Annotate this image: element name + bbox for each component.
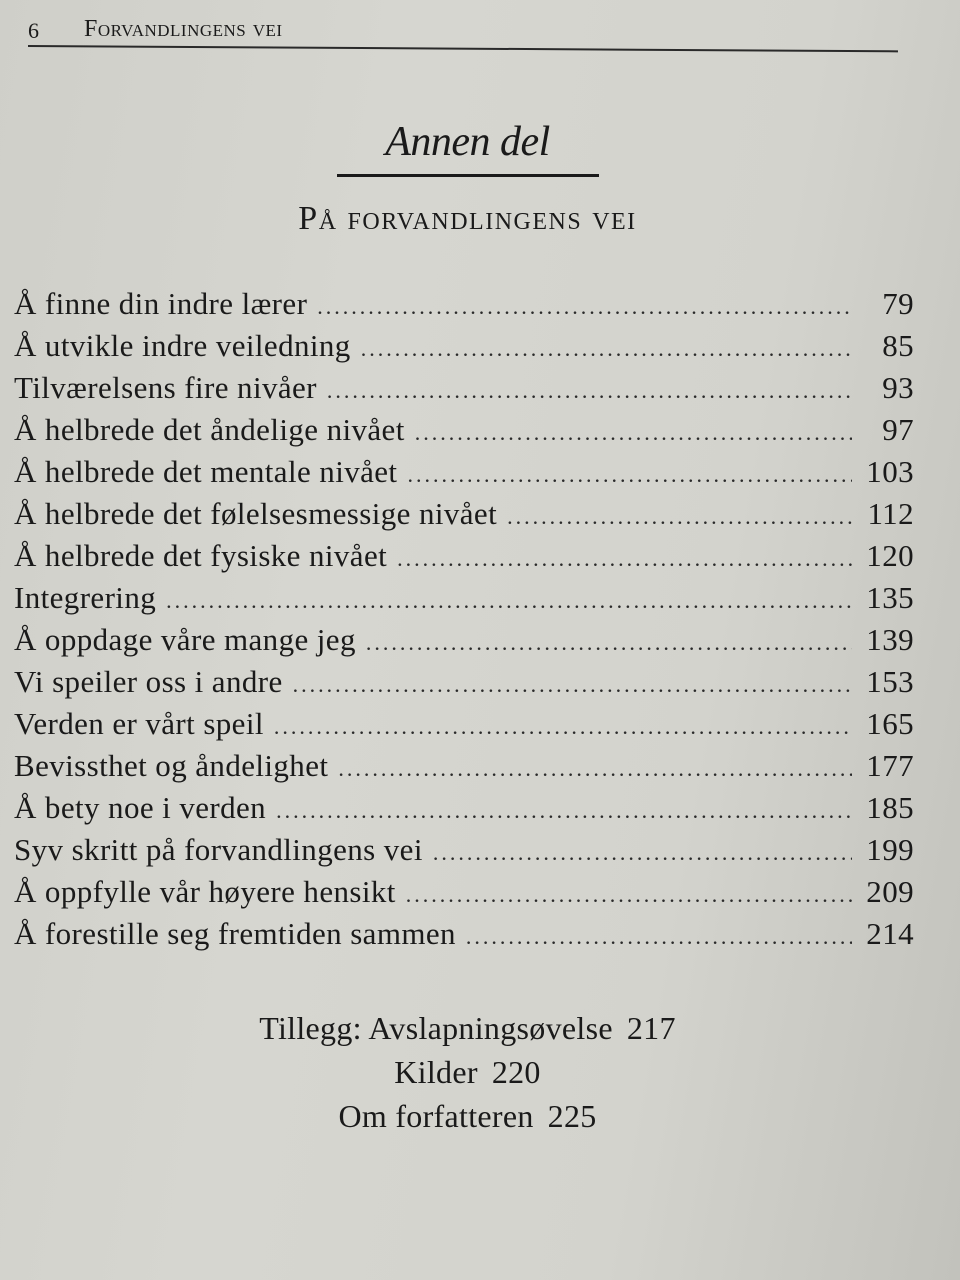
page-number: 6: [28, 18, 39, 43]
toc-entry-title: Syv skritt på forvandlingens vei: [14, 832, 423, 867]
toc-entry-page: 85: [882, 328, 914, 363]
toc-entry-title: Å utvikle indre veiledning: [14, 328, 351, 363]
toc-entry: [14, 328, 914, 370]
toc-entry-title: Verden er vårt speil: [14, 706, 264, 741]
toc-entry: [14, 412, 914, 454]
toc-entry-title: Bevissthet og åndelighet: [14, 748, 329, 783]
appendix-list: [0, 1010, 935, 1142]
toc-entry: [14, 454, 914, 496]
table-of-contents: [14, 286, 914, 958]
toc-entry-title: Å forestille seg fremtiden sammen: [14, 916, 456, 951]
part-title: På forvandlingens vei: [298, 200, 637, 237]
dot-leader: [366, 630, 852, 656]
toc-entry-page: 214: [866, 916, 914, 951]
dot-leader: [397, 546, 852, 572]
part-label-rule: [337, 174, 599, 177]
dot-leader: [361, 336, 852, 362]
toc-entry-page: 79: [882, 286, 914, 321]
toc-entry-title: Å finne din indre lærer: [14, 286, 308, 321]
appendix-entry-page: 225: [547, 1098, 597, 1134]
toc-entry-page: 165: [866, 706, 914, 741]
toc-entry-title: Vi speiler oss i andre: [14, 664, 283, 699]
toc-entry-title: Å helbrede det følelsesmessige nivået: [14, 496, 498, 531]
toc-entry: [14, 874, 914, 916]
toc-entry: [14, 580, 914, 622]
appendix-entry: [0, 1054, 935, 1098]
toc-entry-title: Å oppdage våre mange jeg: [14, 622, 356, 657]
toc-entry-title: Å bety noe i verden: [14, 790, 267, 825]
appendix-entry-page: 220: [491, 1054, 541, 1090]
appendix-entry-title: Om forfatteren: [338, 1098, 534, 1134]
toc-entry-page: 112: [867, 496, 914, 531]
toc-entry-title: Integrering: [14, 580, 157, 615]
running-header-title: Forvandlingens vei: [84, 16, 283, 42]
appendix-entry: [0, 1098, 935, 1142]
dot-leader: [433, 840, 852, 866]
toc-entry-page: 93: [882, 370, 914, 405]
toc-entry-page: 199: [866, 832, 914, 867]
dot-leader: [406, 882, 852, 908]
toc-entry-page: 177: [866, 748, 914, 783]
dot-leader: [317, 294, 852, 320]
dot-leader: [466, 924, 852, 950]
appendix-entry-title: Tillegg: Avslapningsøvelse: [259, 1010, 613, 1046]
toc-entry-page: 139: [866, 622, 914, 657]
toc-entry-page: 97: [882, 412, 914, 447]
toc-entry: [14, 790, 914, 832]
dot-leader: [327, 378, 852, 404]
dot-leader: [507, 504, 852, 530]
toc-entry-page: 120: [866, 538, 914, 573]
toc-entry: [14, 370, 914, 412]
dot-leader: [276, 798, 852, 824]
toc-entry-title: Å helbrede det fysiske nivået: [14, 538, 388, 573]
dot-leader: [338, 756, 852, 782]
toc-entry: [14, 622, 914, 664]
toc-entry: [14, 664, 914, 706]
dot-leader: [166, 588, 852, 614]
toc-entry-title: Å oppfylle vår høyere hensikt: [14, 874, 396, 909]
dot-leader: [293, 672, 852, 698]
toc-entry: [14, 832, 914, 874]
dot-leader: [415, 420, 852, 446]
toc-entry-page: 209: [866, 874, 914, 909]
toc-entry: [14, 496, 914, 538]
toc-entry-title: Å helbrede det mentale nivået: [14, 454, 398, 489]
appendix-entry-page: 217: [626, 1010, 676, 1046]
toc-entry-page: 153: [866, 664, 914, 699]
appendix-entry: [0, 1010, 935, 1054]
toc-entry-page: 135: [866, 580, 914, 615]
toc-entry: [14, 748, 914, 790]
toc-entry-page: 185: [866, 790, 914, 825]
toc-entry: [14, 286, 914, 328]
dot-leader: [274, 714, 852, 740]
dot-leader: [407, 462, 852, 488]
toc-entry-page: 103: [866, 454, 914, 489]
toc-entry: [14, 706, 914, 748]
toc-entry: [14, 916, 914, 958]
toc-entry-title: Å helbrede det åndelige nivået: [14, 412, 405, 447]
toc-entry: [14, 538, 914, 580]
running-header: [28, 14, 888, 50]
appendix-entry-title: Kilder: [394, 1054, 478, 1090]
toc-entry-title: Tilværelsens fire nivåer: [14, 370, 317, 405]
part-label: Annen del: [385, 119, 550, 165]
